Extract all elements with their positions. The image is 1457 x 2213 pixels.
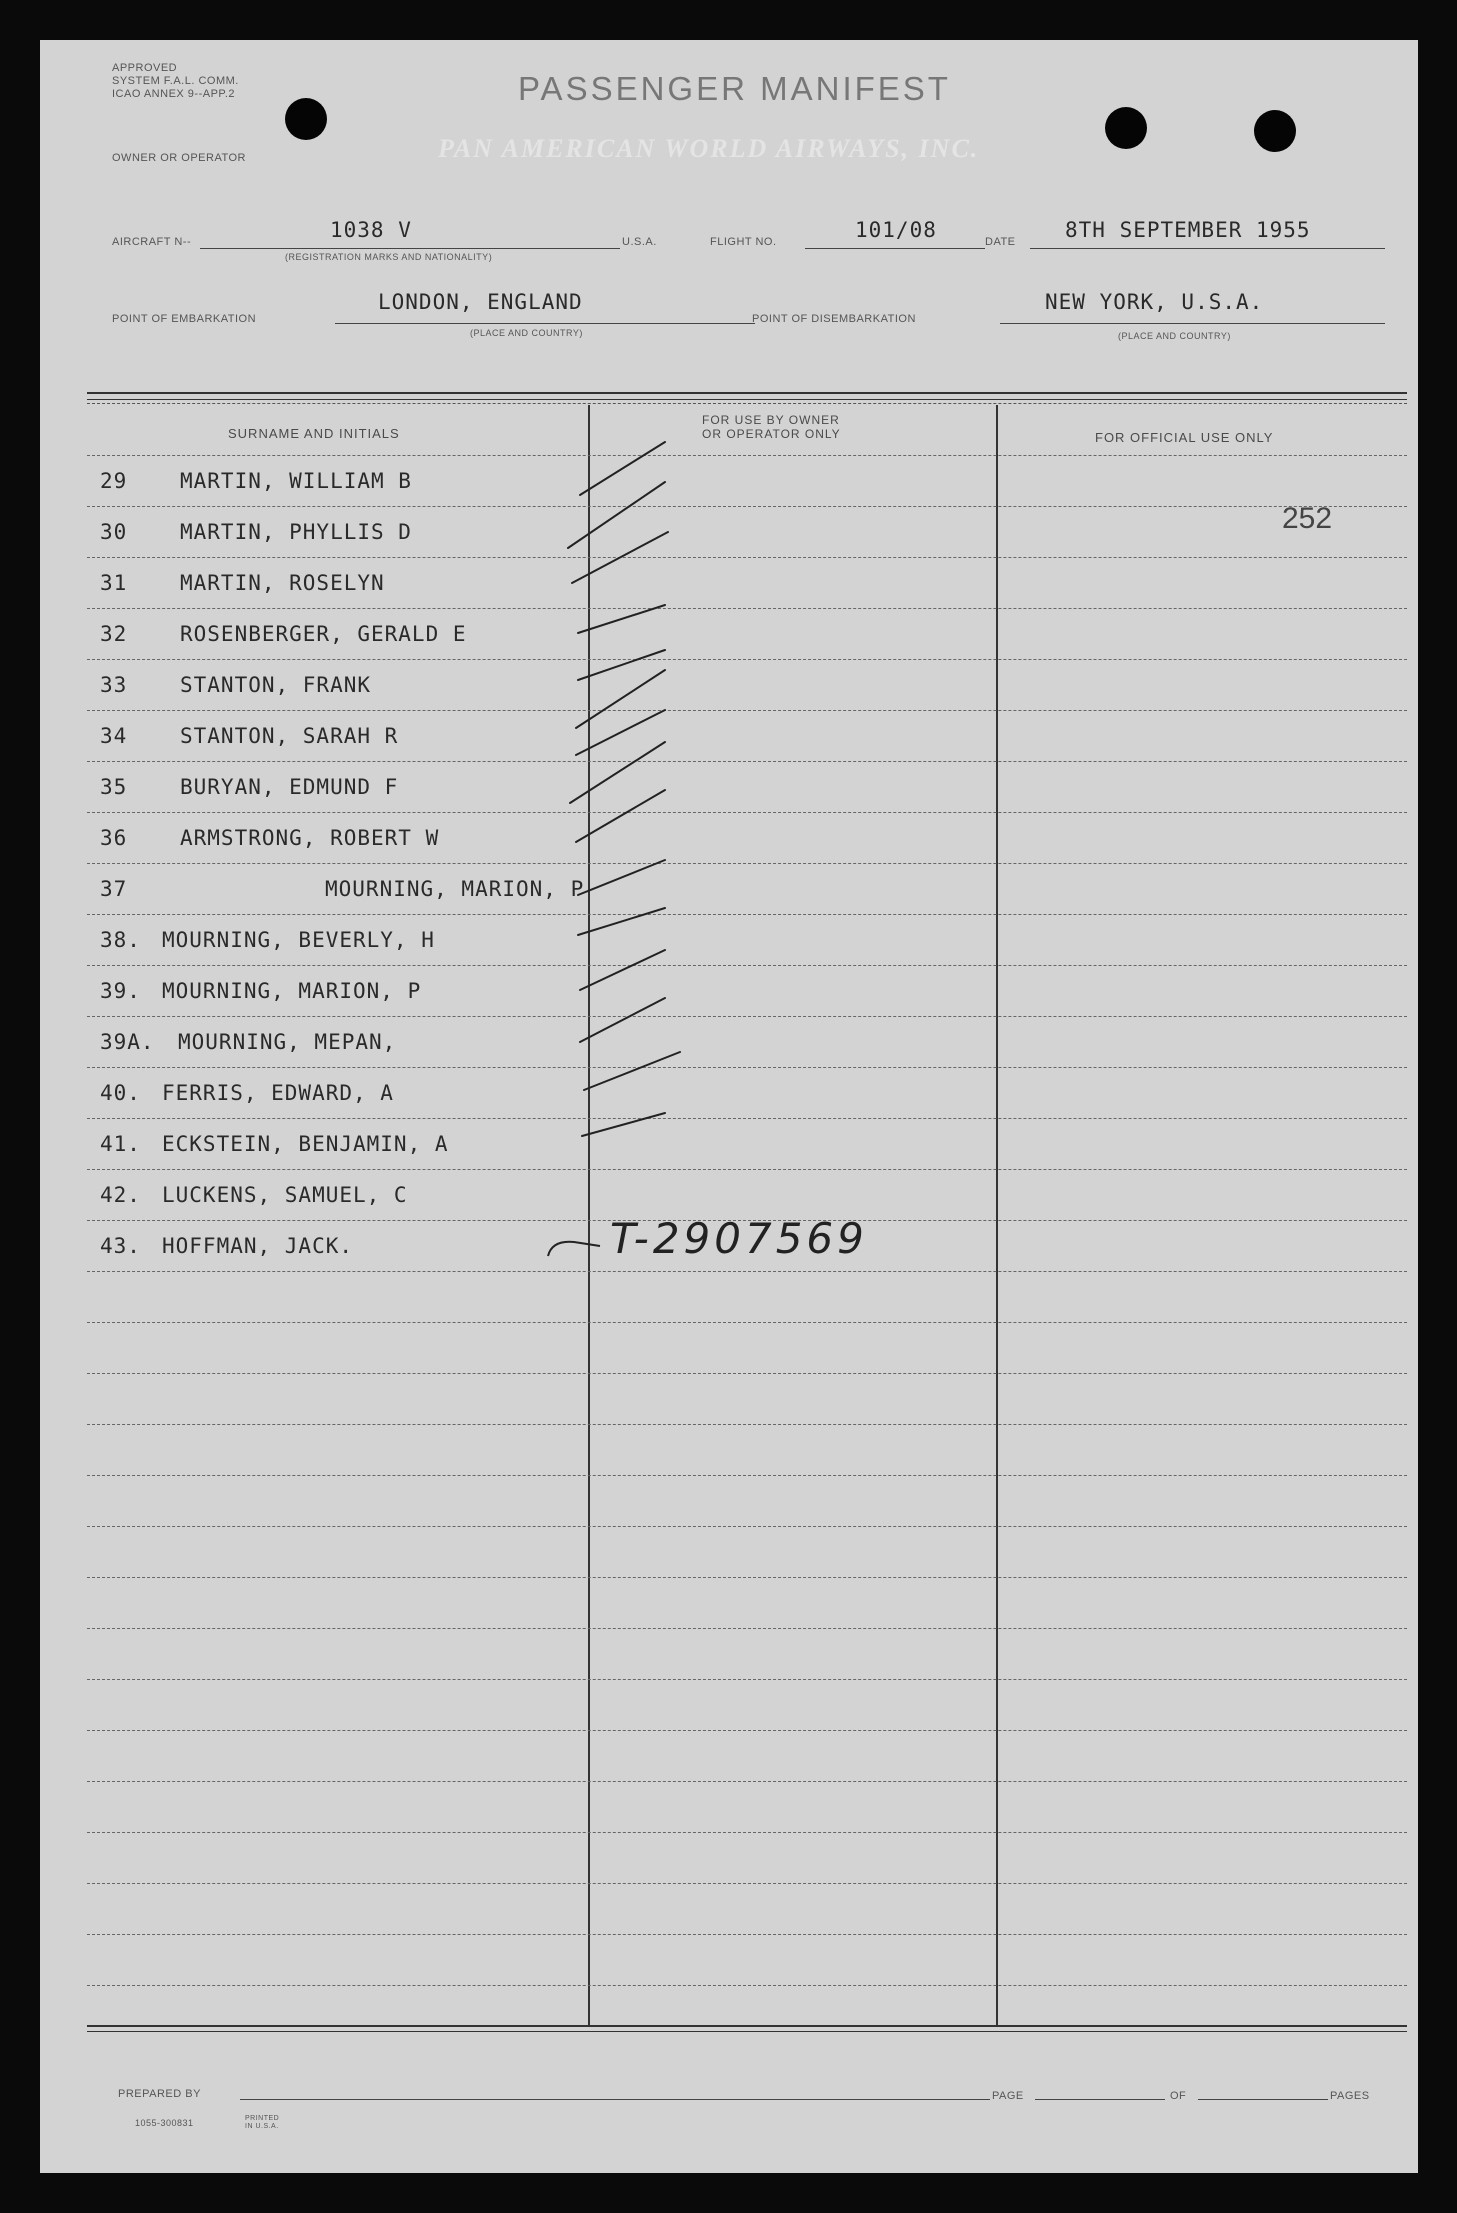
passenger-name: MOURNING, MEPAN, xyxy=(178,1030,397,1054)
passenger-name: ARMSTRONG, ROBERT W xyxy=(180,826,440,850)
row-line xyxy=(87,1628,1407,1629)
passenger-number: 29 xyxy=(100,469,128,493)
usa-label: U.S.A. xyxy=(622,236,657,248)
row-line xyxy=(87,1985,1407,1986)
table-top-rule xyxy=(87,403,1407,404)
table-top-rule xyxy=(87,392,1407,400)
row-line xyxy=(87,1781,1407,1782)
passenger-number: 35 xyxy=(100,775,128,799)
checkmark xyxy=(580,998,665,1042)
row-line xyxy=(87,557,1407,558)
column-header-official: FOR OFFICIAL USE ONLY xyxy=(1095,430,1274,445)
disembark-value: NEW YORK, U.S.A. xyxy=(1045,290,1264,314)
owner-label: OWNER OR OPERATOR xyxy=(112,152,246,164)
checkmark xyxy=(580,950,665,990)
approval-line: ICAO ANNEX 9--APP.2 xyxy=(112,88,236,100)
row-line xyxy=(87,1934,1407,1935)
row-line xyxy=(87,1118,1407,1119)
row-line xyxy=(87,1016,1407,1017)
passenger-name: STANTON, FRANK xyxy=(180,673,372,697)
checkmark xyxy=(578,860,665,895)
embark-label: POINT OF EMBARKATION xyxy=(112,313,257,325)
row-line xyxy=(87,1373,1407,1374)
registration-note: (REGISTRATION MARKS AND NATIONALITY) xyxy=(285,252,493,262)
passenger-number: 34 xyxy=(100,724,128,748)
passenger-number: 40. xyxy=(100,1081,141,1105)
passenger-number: 30 xyxy=(100,520,128,544)
prepared-label: PREPARED BY xyxy=(118,2088,201,2100)
row-line xyxy=(87,1679,1407,1680)
column-header-owner: FOR USE BY OWNER xyxy=(702,413,840,427)
row-line xyxy=(87,812,1407,813)
passenger-number: 39. xyxy=(100,979,141,1003)
passenger-number: 33 xyxy=(100,673,128,697)
row-line xyxy=(87,914,1407,915)
row-line xyxy=(87,761,1407,762)
passenger-name: HOFFMAN, JACK. xyxy=(162,1234,354,1258)
of-label: OF xyxy=(1170,2090,1187,2102)
manifest-page xyxy=(40,40,1418,2173)
passenger-name: STANTON, SARAH R xyxy=(180,724,399,748)
checkmark xyxy=(578,908,665,935)
checkmark xyxy=(578,650,665,680)
checkmark xyxy=(572,532,668,583)
column-header-owner: OR OPERATOR ONLY xyxy=(702,427,841,441)
flight-label: FLIGHT NO. xyxy=(710,236,777,248)
table-bottom-rule xyxy=(87,2025,1407,2032)
passenger-name: FERRIS, EDWARD, A xyxy=(162,1081,394,1105)
punch-hole xyxy=(1105,107,1147,149)
checkmark xyxy=(584,1052,680,1090)
row-line xyxy=(87,1271,1407,1272)
punch-hole xyxy=(285,98,327,140)
row-line xyxy=(87,1730,1407,1731)
approval-line: APPROVED xyxy=(112,62,178,74)
passenger-name: LUCKENS, SAMUEL, C xyxy=(162,1183,408,1207)
flight-value: 101/08 xyxy=(855,218,937,242)
passenger-number: 39A. xyxy=(100,1030,155,1054)
row-line xyxy=(87,863,1407,864)
row-line xyxy=(87,1475,1407,1476)
disembark-label: POINT OF DISEMBARKATION xyxy=(752,313,916,325)
page-title: PASSENGER MANIFEST xyxy=(518,70,951,107)
passenger-name: MOURNING, MARION, P xyxy=(162,979,422,1003)
row-line xyxy=(87,1424,1407,1425)
passenger-name: ROSENBERGER, GERALD E xyxy=(180,622,467,646)
passenger-number: 38. xyxy=(100,928,141,952)
aircraft-value: 1038 V xyxy=(330,218,412,242)
passenger-number: 36 xyxy=(100,826,128,850)
row-line xyxy=(87,1832,1407,1833)
checkmark xyxy=(576,790,665,842)
checkmark xyxy=(576,710,665,755)
page-number: 252 xyxy=(1282,502,1333,535)
row-line xyxy=(87,1322,1407,1323)
passenger-number: 43. xyxy=(100,1234,141,1258)
row-line xyxy=(87,965,1407,966)
passenger-name: MOURNING, MARION, P xyxy=(325,877,585,901)
row-line xyxy=(87,1067,1407,1068)
printed-note: PRINTED IN U.S.A. xyxy=(245,2115,280,2130)
passenger-name: BURYAN, EDMUND F xyxy=(180,775,399,799)
passenger-number: 32 xyxy=(100,622,128,646)
row-line xyxy=(87,506,1407,507)
date-label: DATE xyxy=(985,236,1016,248)
checkmarks xyxy=(540,430,720,1230)
date-value: 8TH SEPTEMBER 1955 xyxy=(1065,218,1311,242)
aircraft-label: AIRCRAFT N-- xyxy=(112,236,192,248)
passenger-number: 31 xyxy=(100,571,128,595)
passenger-number: 42. xyxy=(100,1183,141,1207)
passenger-number: 41. xyxy=(100,1132,141,1156)
row-line xyxy=(87,1883,1407,1884)
passenger-name: MARTIN, WILLIAM B xyxy=(180,469,412,493)
row-line xyxy=(87,608,1407,609)
page-label: PAGE xyxy=(992,2090,1024,2102)
checkmark xyxy=(568,482,665,548)
passenger-name: ECKSTEIN, BENJAMIN, A xyxy=(162,1132,449,1156)
column-divider xyxy=(996,405,998,2025)
handwritten-note: T-2907569 xyxy=(610,1214,868,1263)
checkmark xyxy=(578,605,665,633)
passenger-name: MARTIN, PHYLLIS D xyxy=(180,520,412,544)
row-line xyxy=(87,1526,1407,1527)
form-number: 1055-300831 xyxy=(135,2118,194,2128)
row-line xyxy=(87,659,1407,660)
embark-note: (PLACE AND COUNTRY) xyxy=(470,328,583,338)
checkmark xyxy=(580,442,665,495)
passenger-number: 37 xyxy=(100,877,128,901)
passenger-name: MARTIN, ROSELYN xyxy=(180,571,385,595)
row-line xyxy=(87,1577,1407,1578)
column-header-name: SURNAME AND INITIALS xyxy=(228,426,400,441)
embark-value: LONDON, ENGLAND xyxy=(378,290,583,314)
pages-label: PAGES xyxy=(1330,2090,1370,2102)
passenger-name: MOURNING, BEVERLY, H xyxy=(162,928,435,952)
approval-line: SYSTEM F.A.L. COMM. xyxy=(112,75,239,87)
row-line xyxy=(87,1169,1407,1170)
checkmark xyxy=(582,1113,665,1136)
row-line xyxy=(87,710,1407,711)
checkmark xyxy=(576,670,665,728)
punch-hole xyxy=(1254,110,1296,152)
disembark-note: (PLACE AND COUNTRY) xyxy=(1118,331,1231,341)
company-name: PAN AMERICAN WORLD AIRWAYS, INC. xyxy=(438,134,980,163)
row-line xyxy=(87,455,1407,456)
handwritten-mark xyxy=(540,1228,620,1268)
